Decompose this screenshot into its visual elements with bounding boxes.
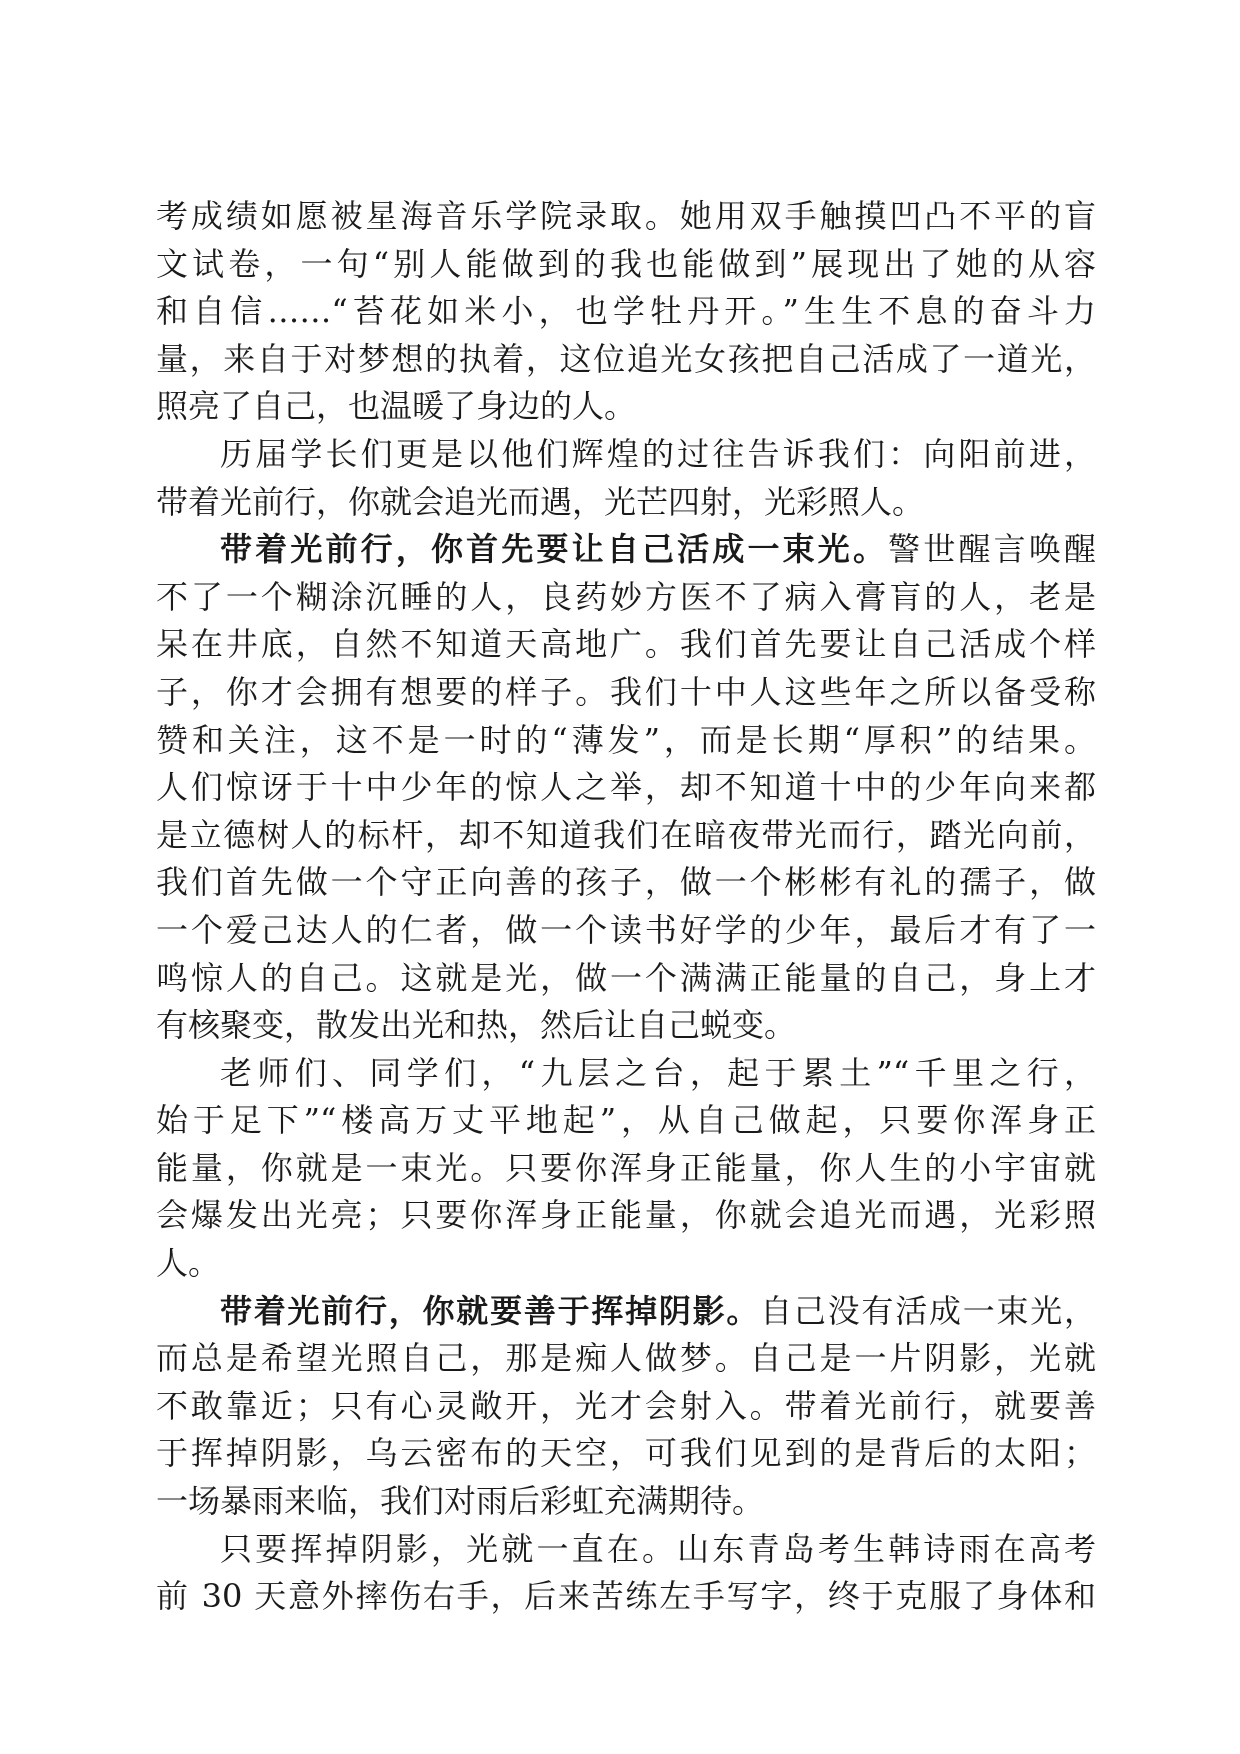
text-line: [156, 526, 1096, 574]
text-line: 老师们、同学们，“九层之台，起于累土”“千里之行，: [220, 1053, 1096, 1092]
paragraph: [156, 1526, 1096, 1621]
text-line: 照亮了自己，也温暖了身边的人。: [156, 387, 637, 426]
document-body: [156, 193, 1096, 1621]
text-line: 有核聚变，散发出光和热，然后让自己蜕变。: [156, 1006, 797, 1045]
paragraph: [156, 431, 1096, 526]
text-line: 会爆发出光亮；只要你浑身正能量，你就会追光而遇，光彩照: [156, 1196, 1096, 1235]
text-line: 始于足下”“楼高万丈平地起”，从自己做起，只要你浑身正: [156, 1101, 1096, 1140]
text-line: 文试卷，一句“别人能做到的我也能做到”展现出了她的从容: [156, 244, 1096, 283]
text-line: 和自信……“苔花如米小，也学牡丹开。”生生不息的奋斗力: [156, 292, 1096, 331]
text-line: 而总是希望光照自己，那是痴人做梦。自己是一片阴影，光就: [156, 1339, 1096, 1378]
text-line: 考成绩如愿被星海音乐学院录取。她用双手触摸凹凸不平的盲: [156, 197, 1096, 235]
text-line: 能量，你就是一束光。只要你浑身正能量，你人生的小宇宙就: [156, 1148, 1096, 1187]
paragraph: [156, 526, 1096, 1050]
text-line: 一个爱己达人的仁者，做一个读书好学的少年，最后才有了一: [156, 910, 1096, 949]
text-line: 人们惊讶于十中少年的惊人之举，却不知道十中的少年向来都: [156, 768, 1096, 807]
text-line: 于挥掉阴影，乌云密布的天空，可我们见到的是背后的太阳；: [156, 1434, 1096, 1473]
paragraph: [156, 1050, 1096, 1288]
text-line: 量，来自于对梦想的执着，这位追光女孩把自己活成了一道光，: [156, 339, 1096, 378]
text-line: 不敢靠近；只有心灵敞开，光才会射入。带着光前行，就要善: [156, 1386, 1096, 1425]
paragraph-heading-sentence: 带着光前行，你首先要让自己活成一束光。: [220, 530, 889, 569]
text-line: 赞和关注，这不是一时的“薄发”，而是长期“厚积”的结果。: [156, 720, 1096, 759]
text-line: 子，你才会拥有想要的样子。我们十中人这些年之所以备受称: [156, 672, 1096, 711]
text-line: 前 30 天意外摔伤右手，后来苦练左手写字，终于克服了身体和: [156, 1577, 1096, 1616]
text-line: 历届学长们更是以他们辉煌的过往告诉我们：向阳前进，: [220, 434, 1096, 473]
paragraph: [156, 1288, 1096, 1526]
text-line: 只要挥掉阴影，光就一直在。山东青岛考生韩诗雨在高考: [220, 1529, 1096, 1568]
paragraph-heading-sentence: 带着光前行，你就要善于挥掉阴影。: [220, 1291, 761, 1330]
text-line: 是立德树人的标杆，却不知道我们在暗夜带光而行，踏光向前，: [156, 815, 1096, 854]
text-line: 我们首先做一个守正向善的孩子，做一个彬彬有礼的孺子，做: [156, 863, 1096, 902]
text-line: [156, 1288, 1096, 1336]
text-line: 人。: [156, 1244, 221, 1283]
text-line: 带着光前行，你就会追光而遇，光芒四射，光彩照人。: [156, 482, 925, 521]
text-line: 呆在井底，自然不知道天高地广。我们首先要让自己活成个样: [156, 625, 1096, 664]
text-run: 警世醒言唤醒: [888, 530, 1096, 569]
text-line: 不了一个糊涂沉睡的人，良药妙方医不了病入膏肓的人，老是: [156, 577, 1096, 616]
text-run: 自己没有活成一束光，: [760, 1291, 1096, 1330]
paragraph: [156, 193, 1096, 431]
text-line: 一场暴雨来临，我们对雨后彩虹充满期待。: [156, 1482, 765, 1521]
text-line: 鸣惊人的自己。这就是光，做一个满满正能量的自己，身上才: [156, 958, 1096, 997]
